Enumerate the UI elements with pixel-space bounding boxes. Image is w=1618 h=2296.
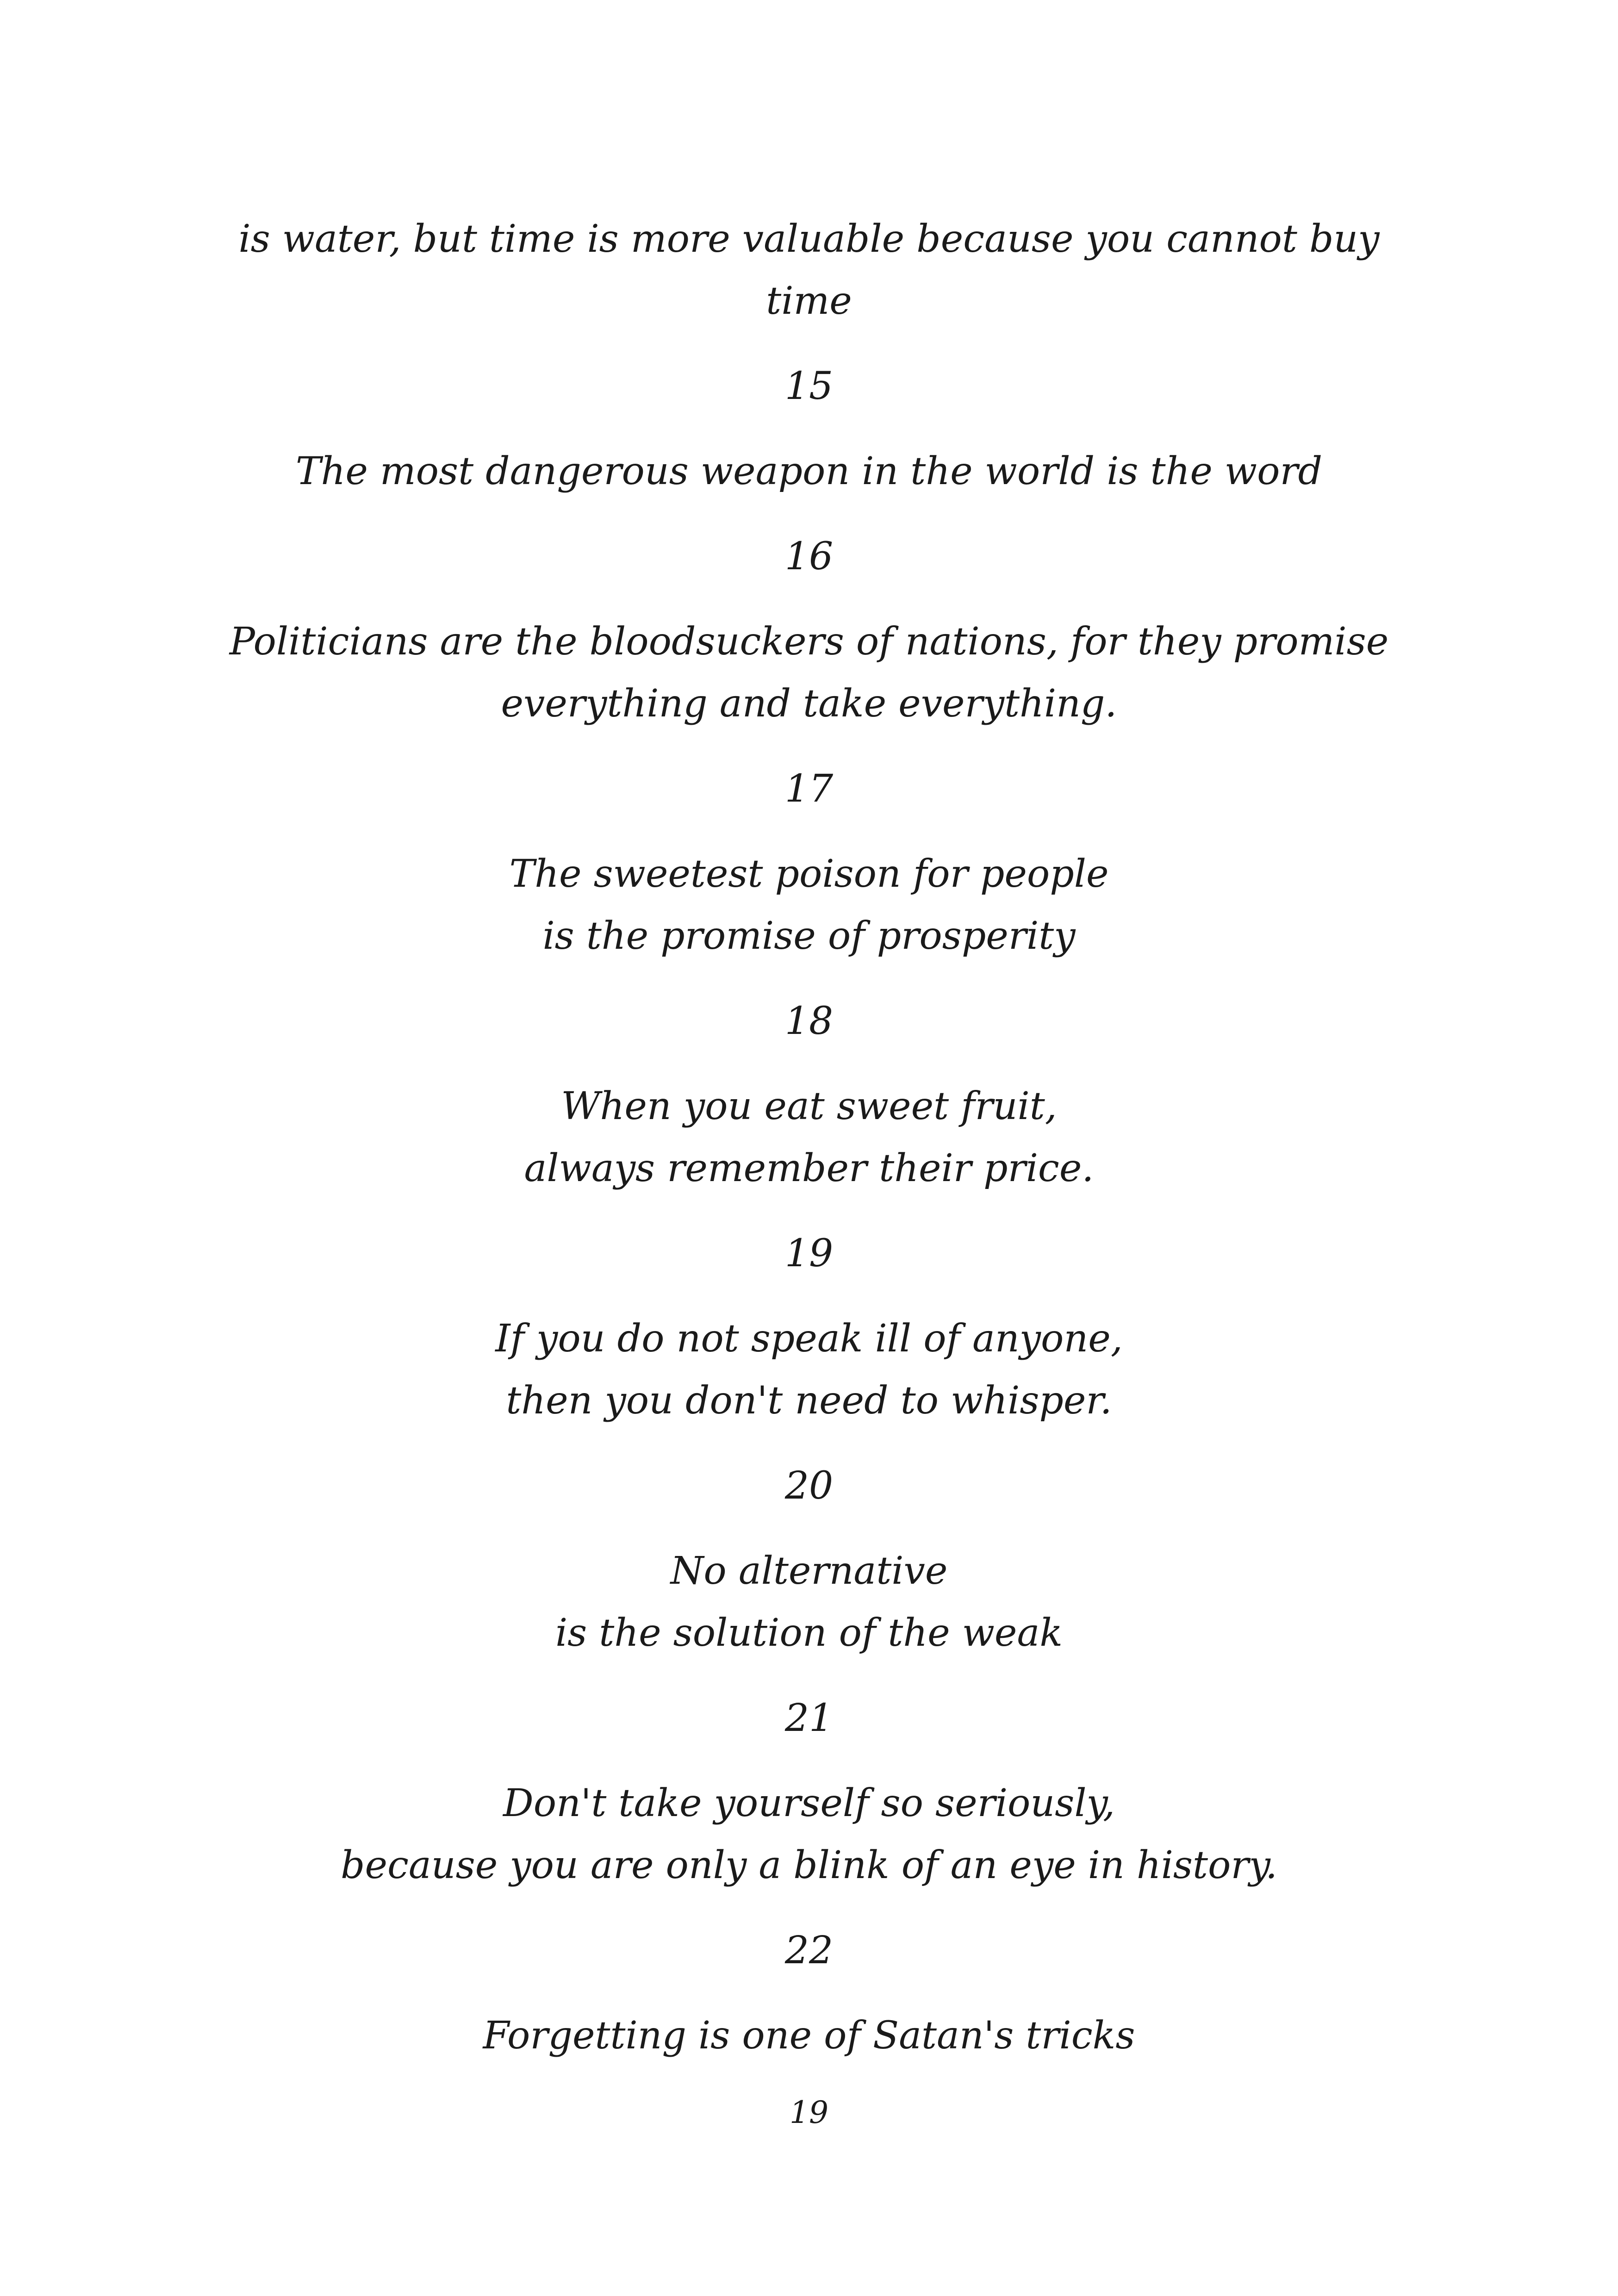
aphorism-text (139, 1308, 1479, 1432)
aphorism-line: everything and take everything. (501, 682, 1117, 726)
aphorism-number: 22 (784, 1929, 834, 1972)
aphorism-line: Politicians are the bloodsuckers of nations, for they promise (229, 620, 1389, 664)
aphorism-number: 19 (784, 1232, 834, 1276)
aphorism-line: If you do not speak ill of anyone, (495, 1317, 1123, 1361)
aphorism-text (139, 1076, 1479, 1200)
aphorism-text (139, 2005, 1479, 2067)
aphorism-number: 16 (784, 535, 834, 579)
aphorism-text (139, 611, 1479, 735)
aphorism-number: 20 (784, 1464, 834, 1508)
aphorism-number: 17 (784, 767, 834, 811)
aphorism-line: The most dangerous weapon in the world is the word (295, 449, 1323, 493)
aphorism-text (139, 441, 1479, 503)
aphorism-text (139, 1773, 1479, 1897)
aphorism-line: The sweetest poison for people (509, 852, 1109, 896)
aphorism-text (139, 1540, 1479, 1664)
aphorism-number: 21 (784, 1696, 834, 1740)
aphorism-line: is the promise of prosperity (542, 914, 1076, 958)
aphorism-list (139, 208, 1479, 2067)
aphorism-line: always remember their price. (524, 1146, 1094, 1190)
aphorism-line: then you don't need to whisper. (506, 1379, 1112, 1423)
aphorism-line: is the solution of the weak (555, 1611, 1063, 1655)
aphorism-line: because you are only a blink of an eye in history. (340, 1843, 1278, 1887)
aphorism-line: When you eat sweet fruit, (561, 1084, 1057, 1128)
aphorism-text (139, 843, 1479, 967)
page-number: 19 (790, 2095, 828, 2130)
aphorism-line: is water, but time is more valuable because you cannot buy (238, 217, 1380, 261)
aphorism-number: 15 (784, 364, 834, 408)
aphorism-line: time (766, 279, 852, 323)
aphorism-line: Forgetting is one of Satan's tricks (483, 2014, 1135, 2058)
continued-aphorism (139, 208, 1479, 332)
aphorism-line: No alternative (670, 1549, 948, 1593)
aphorism-line: Don't take yourself so seriously, (503, 1781, 1115, 1825)
aphorism-number: 18 (784, 999, 834, 1043)
